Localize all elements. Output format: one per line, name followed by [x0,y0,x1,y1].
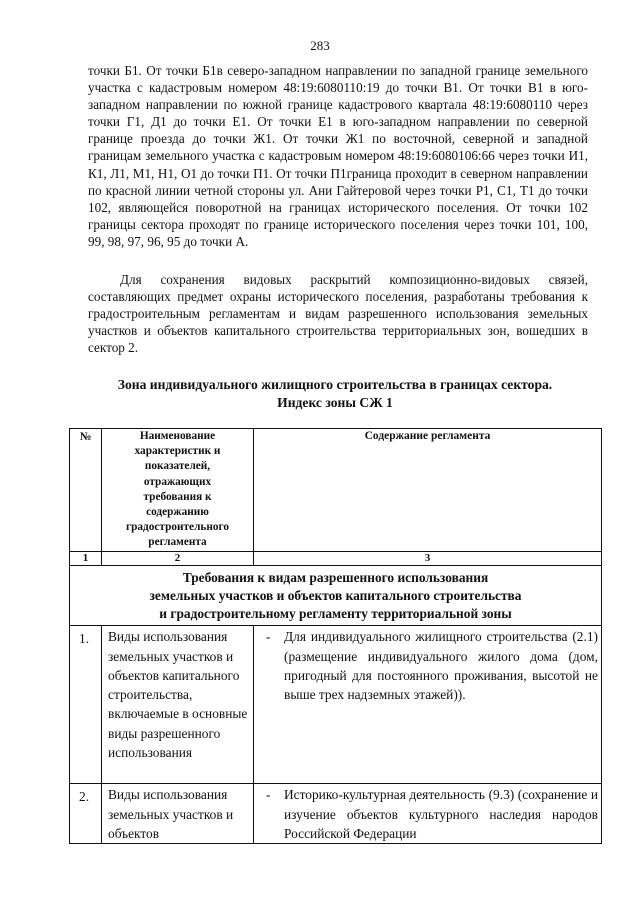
section-title [70,565,602,626]
header-number: № [70,429,102,552]
page-number: 283 [310,38,330,53]
table-row [70,784,602,844]
section-title-line2: земельных участков и объектов капитального строительства [149,587,522,603]
row-name: Виды использования земельных участков и объектов капитального строительства, включаемые в основные виды разрешенного использования [102,626,254,784]
list-dash: - [266,629,271,645]
zone-heading-line1: Зона индивидуального жилищного строительства в границах сектора. [117,377,553,392]
table-index-row [70,551,602,565]
view-preservation-paragraph: Для сохранения видовых раскрытий композиционно-видовых связей, составляющих предмет охраны исторического поселения, разработаны требования к градостроительным регламентам и видам разрешенного использования земельных участков и объектов капитального строительства территориальных зон, вошедших в сектор 2. [88,272,588,356]
section-title-line3: и градостроительному регламенту территориальной зоны [159,606,512,622]
zone-heading-line2: Индекс зоны СЖ 1 [277,395,393,410]
row-content-text: Для индивидуального жилищного строительства (2.1) (размещение индивидуального жилого дома (дом, пригодный для постоянного проживания, высотой не выше трех надземных этажей)). [284,629,598,703]
table-header-row [70,429,602,552]
regulation-table [69,428,602,844]
index-cell-1: 1 [70,551,102,565]
row-content [254,626,602,784]
index-cell-2: 2 [102,551,254,565]
list-dash: - [266,787,271,803]
row-number: 1. [70,626,102,784]
header-name: Наименование характеристик и показателей, отражающих требования к содержанию градостроительного регламента [102,429,254,552]
section-title-line1: Требования к видам разрешенного использования [182,569,489,585]
table-row [70,626,602,784]
boundary-description-paragraph: точки Б1. От точки Б1в северо-западном направлении по западной границе земельного участка с кадастровым номером 48:19:6080110:19 до точки В1. От точки В1 в юго-западном направлении по южной границе кадастрового квартала 48:19:6080110 через точки Г1, Д1 до точки Е1. От точки Е1 в юго-западном направлении по северной границе проезда до точки Ж1. От точки Ж1 по восточной, северной и западной границам земельного участка с кадастровым номером 48:19:6080106:66 через точки И1, К1, Л1, М1, Н1, О1 до точки П1. От точки П1граница проходит в северном направлении по красной линии четной стороны ул. Ани Гайтеровой через точки Р1, С1, Т1 до точки 102, являющейся поворотной на границах исторического поселения. От точки 102 границы сектора проходят по границе исторического поселения через точки 101, 100, 99, 98, 97, 96, 95 до точки А. [88,63,588,249]
header-content: Содержание регламента [254,429,602,552]
index-cell-3: 3 [254,551,602,565]
zone-heading [70,376,600,412]
row-content-text: Историко-культурная деятельность (9.3) (сохранение и изучение объектов культурного наследия народов Российской Федерации [284,787,598,841]
row-number: 2. [70,784,102,844]
row-content [254,784,602,844]
section-title-row [70,565,602,626]
row-name: Виды использования земельных участков и объектов [102,784,254,844]
